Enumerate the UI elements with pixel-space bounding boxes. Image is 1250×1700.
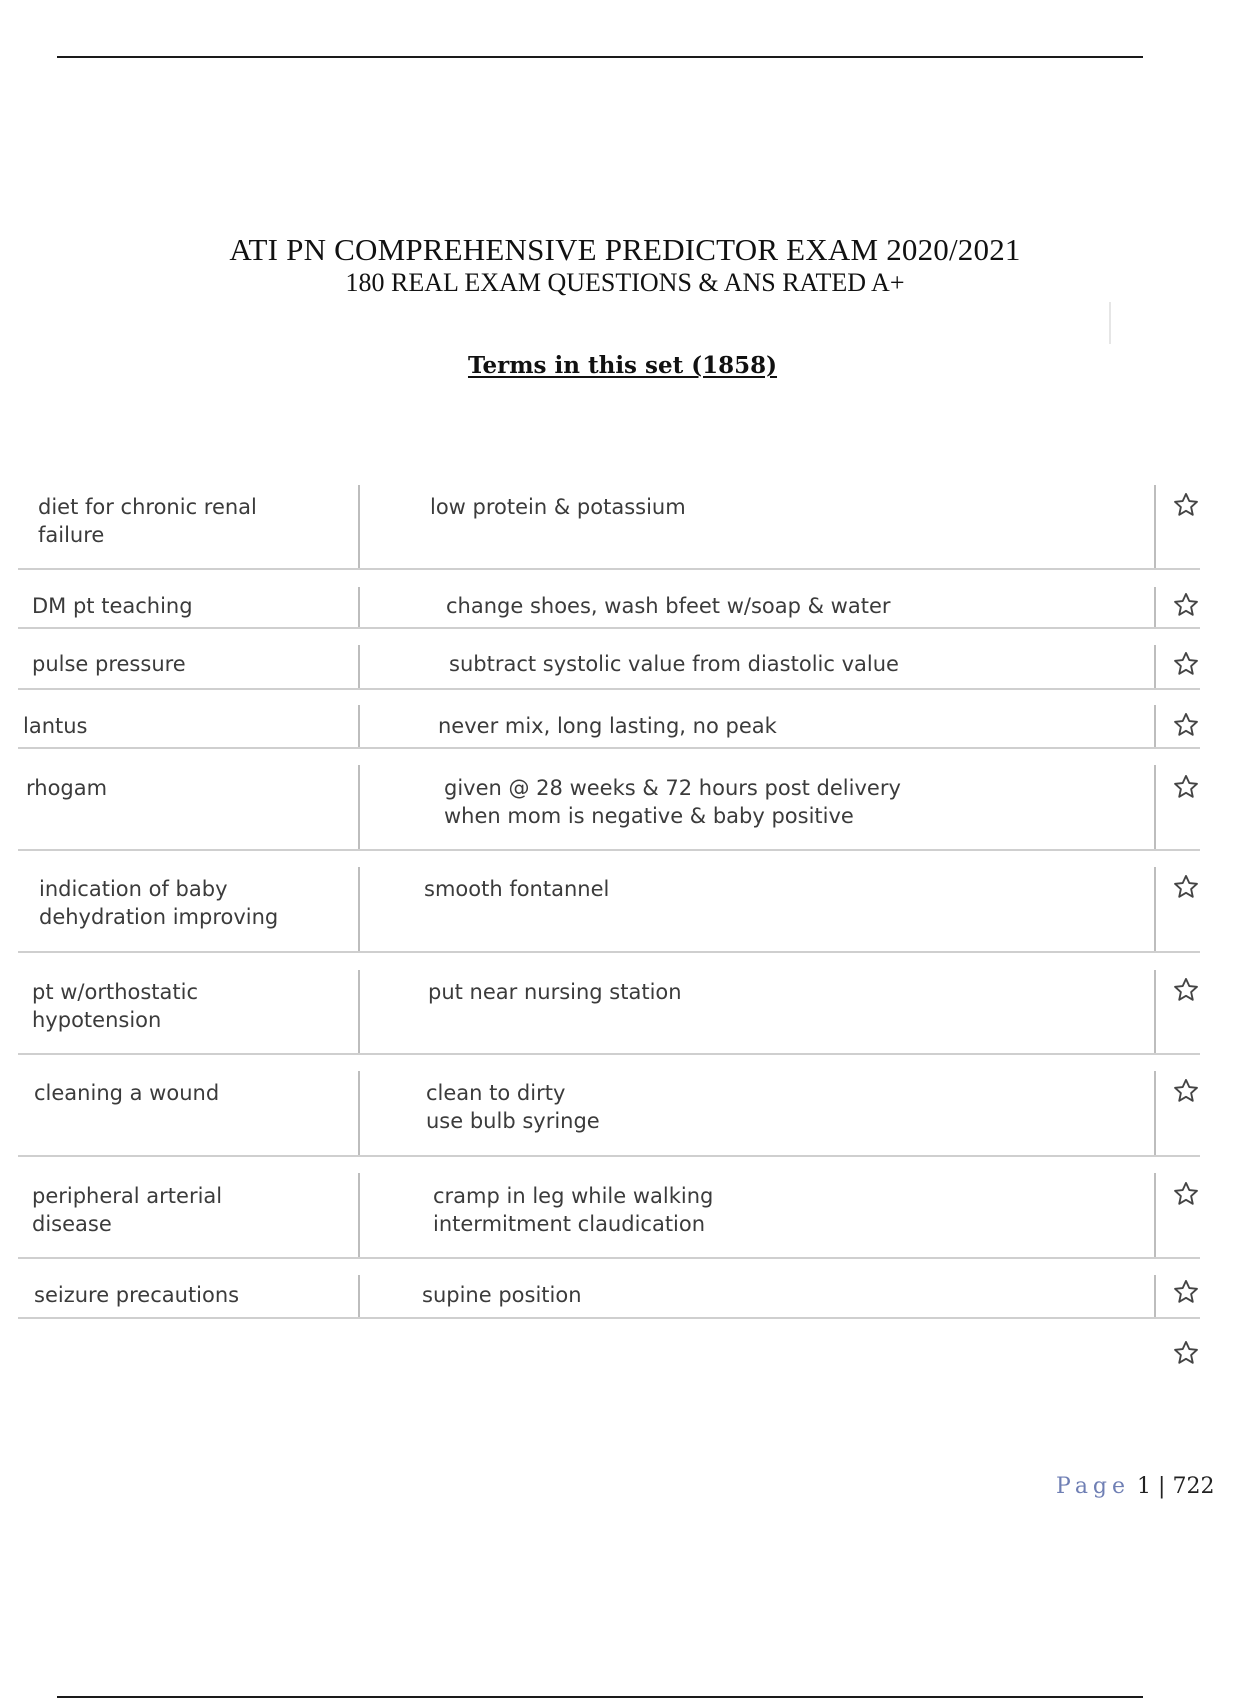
row-separator [18,568,1200,570]
card-definition: never mix, long lasting, no peak [438,714,777,738]
row-separator [18,1155,1200,1157]
flashcard-row [0,1275,1200,1319]
column-divider [1154,970,1156,1055]
flashcard-row [0,705,1200,749]
card-term: rhogam [26,776,108,800]
column-divider [1154,1173,1156,1259]
flashcard-row [0,485,1200,570]
document-title: ATI PN COMPREHENSIVE PREDICTOR EXAM 2020/2021 [229,232,1021,267]
row-separator [18,688,1200,690]
column-divider [1154,867,1156,953]
divider [1109,302,1111,344]
page-label: Page [1056,1474,1131,1499]
card-term: lantus [23,714,88,738]
row-separator [18,1053,1200,1055]
column-divider [358,867,360,953]
column-divider [358,587,360,629]
bottom-rule [57,1696,1143,1698]
star-icon[interactable] [1172,773,1200,801]
column-divider [358,1275,360,1319]
card-term: DM pt teaching [32,594,193,618]
card-definition: cramp in leg while walking intermitment claudication [433,1184,714,1236]
column-divider [358,1071,360,1157]
page-total: 722 [1172,1474,1215,1499]
flashcard-row [0,970,1200,1055]
column-divider [358,765,360,851]
star-icon[interactable] [1172,650,1200,678]
card-definition: supine position [422,1283,582,1307]
row-separator [18,1257,1200,1259]
column-divider [358,705,360,749]
card-definition: change shoes, wash bfeet w/soap & water [446,594,891,618]
flashcard-row [0,1173,1200,1259]
star-icon[interactable] [1172,1077,1200,1105]
flashcard-row [0,645,1200,690]
row-separator [18,747,1200,749]
column-divider [358,1173,360,1259]
row-separator [18,627,1200,629]
page-number: 1 [1137,1474,1152,1499]
card-term: indication of baby dehydration improving [39,877,279,929]
column-divider [1154,1071,1156,1157]
column-divider [1154,485,1156,570]
star-icon[interactable] [1172,976,1200,1004]
row-separator [18,951,1200,953]
row-separator [18,849,1200,851]
card-term: cleaning a wound [34,1081,220,1105]
column-divider [1154,587,1156,629]
column-divider [358,485,360,570]
star-icon[interactable] [1172,491,1200,519]
card-term: peripheral arterial disease [32,1184,223,1236]
card-term: pulse pressure [32,652,186,676]
card-definition: given @ 28 weeks & 72 hours post delivery when mom is negative & baby positive [444,776,901,828]
column-divider [1154,765,1156,851]
page-footer [1056,1474,1214,1499]
star-icon[interactable] [1172,591,1200,619]
document-subtitle: 180 REAL EXAM QUESTIONS & ANS RATED A+ [345,268,905,297]
row-separator [18,1317,1200,1319]
column-divider [358,970,360,1055]
column-divider [1154,645,1156,690]
column-divider [1154,1275,1156,1319]
star-icon[interactable] [1172,1278,1200,1306]
flashcard-row [0,587,1200,629]
flashcard-row [0,1071,1200,1157]
star-icon[interactable] [1172,1339,1200,1367]
star-icon[interactable] [1172,873,1200,901]
column-divider [1154,705,1156,749]
star-icon[interactable] [1172,711,1200,739]
card-term: diet for chronic renal failure [38,495,257,547]
card-definition: subtract systolic value from diastolic value [449,652,899,676]
flashcard-row [0,765,1200,851]
card-definition: low protein & potassium [430,495,686,519]
card-term: pt w/orthostatic hypotension [32,980,199,1032]
card-definition: put near nursing station [428,980,682,1004]
page-separator: | [1158,1474,1166,1499]
flashcard-row [0,867,1200,953]
card-term: seizure precautions [34,1283,240,1307]
card-definition: smooth fontannel [424,877,610,901]
star-icon[interactable] [1172,1180,1200,1208]
card-definition: clean to dirty use bulb syringe [426,1081,600,1133]
top-rule [57,56,1143,58]
terms-count-heading: Terms in this set (1858) [467,352,778,379]
column-divider [358,645,360,690]
